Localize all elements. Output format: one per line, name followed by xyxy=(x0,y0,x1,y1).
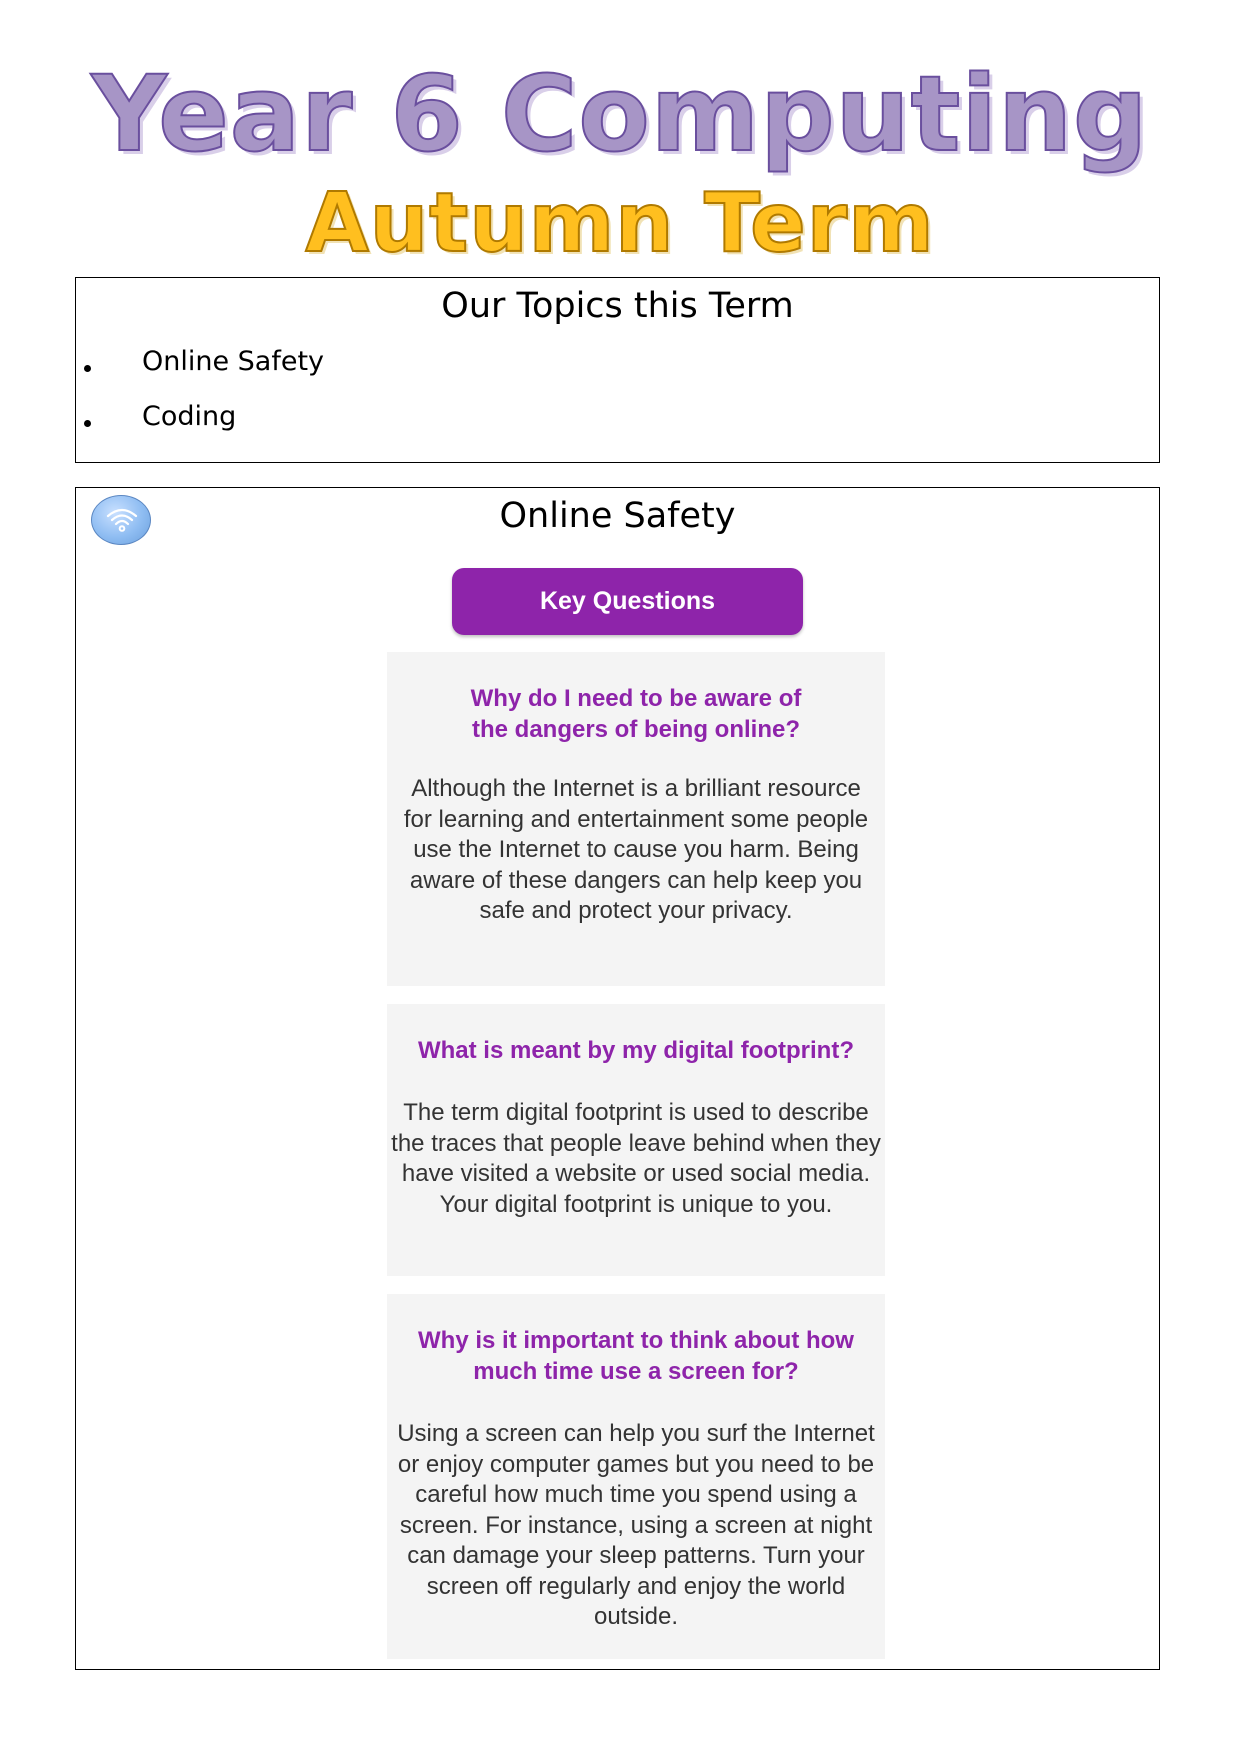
bullet-icon xyxy=(84,365,91,372)
page-title: Year 6 Computing xyxy=(91,53,1149,175)
topics-heading: Our Topics this Term xyxy=(441,286,794,326)
question-text: Why is it important to think about how much time use a screen for? xyxy=(418,1327,854,1385)
question-text: Why do I need to be aware of the dangers of being online? xyxy=(470,685,802,743)
key-questions-button[interactable]: Key Questions xyxy=(452,568,803,635)
page-subtitle: Autumn Term xyxy=(305,176,935,271)
topics-panel xyxy=(75,277,1160,463)
question-text: What is meant by my digital footprint? xyxy=(417,1037,854,1064)
question-card xyxy=(387,1004,885,1276)
topic-label: Online Safety xyxy=(142,346,325,377)
section-heading: Online Safety xyxy=(499,496,736,536)
question-card xyxy=(387,1294,885,1659)
question-card xyxy=(387,652,885,986)
online-safety-panel xyxy=(75,487,1160,1670)
answer-text: Although the Internet is a brilliant resource for learning and entertainment some people use the Internet to cause you harm. Being aware of these dangers can help keep you safe and protect your privacy. xyxy=(403,775,869,924)
topic-label: Coding xyxy=(142,401,237,432)
answer-text: Using a screen can help you surf the Internet or enjoy computer games but you need to be careful how much time you spend using a screen. For instance, using a screen at night can damage your sleep patterns. Turn your screen off regularly and enjoy the world outside. xyxy=(397,1420,875,1630)
answer-text: The term digital footprint is used to describe the traces that people leave behind when they have visited a website or used social media. Your digital footprint is unique to you. xyxy=(391,1099,881,1218)
bullet-icon xyxy=(84,420,91,427)
